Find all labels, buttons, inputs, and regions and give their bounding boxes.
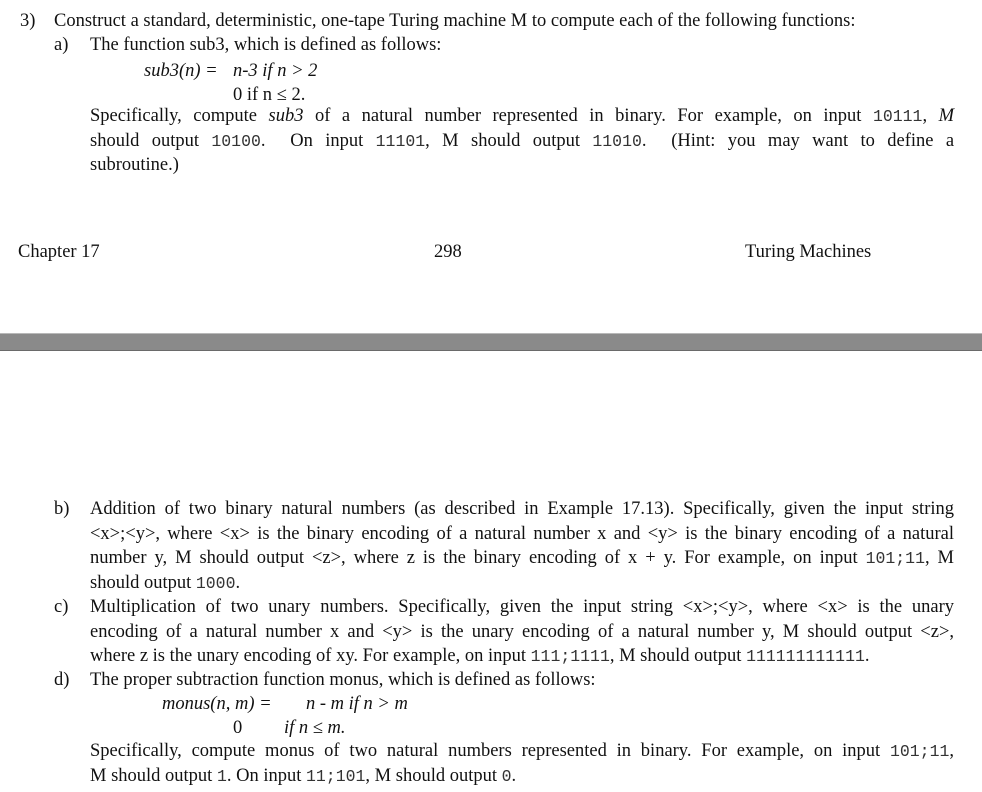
part-b-line-4: [90, 571, 954, 596]
part-b-example-output: 1000: [195, 573, 236, 593]
part-d-line-2: [90, 764, 954, 789]
part-d-heading: The proper subtraction function monus, which is defined as follows:: [90, 670, 596, 690]
part-c-text: .: [864, 646, 870, 666]
part-a-body: [90, 104, 954, 178]
part-d-text: .: [511, 765, 517, 786]
part-a-definition-lhs: sub3(n) =: [144, 61, 218, 81]
part-a-case-1: n-3 if n > 2: [233, 61, 318, 81]
part-d-example-1-output: 1: [216, 766, 227, 786]
part-d-case-2-value: 0: [233, 718, 243, 738]
part-d-text: ,: [949, 741, 955, 761]
part-d-text: M should output: [90, 765, 213, 786]
problem-intro: Construct a standard, deterministic, one-tape Turing machine M to compute each of the following functions:: [54, 11, 856, 31]
part-b-body: [90, 497, 954, 595]
part-a-body-line-2: should output 10100. On input 11101, M should output 11010. (Hint: you may want to define a: [90, 130, 955, 151]
part-b-label: b): [54, 499, 70, 519]
part-d-text: , M should output: [365, 765, 497, 786]
part-b-text: should output: [90, 572, 192, 593]
part-c-example-output: 111111111111: [746, 647, 865, 666]
part-a-heading: The function sub3, which is defined as follows:: [90, 35, 442, 55]
part-a-body-line-1: Specifically, compute sub3 of a natural number represented in binary. For example, on input 10111, M: [90, 106, 955, 126]
part-d-example-2-output: 0: [501, 766, 512, 786]
part-b-line-3: [90, 546, 954, 571]
footer-chapter: Chapter 17: [18, 242, 100, 262]
part-c-example-input: 111;1111: [530, 647, 610, 666]
part-d-label: d): [54, 670, 70, 690]
part-c-text: where z is the unary encoding of xy. For example, on input: [90, 646, 527, 666]
part-b-text: number y, M should output <z>, where z is the binary encoding of x + y. For example, on input: [90, 548, 858, 568]
part-b-text: .: [235, 572, 241, 593]
part-a-text: of a natural number represented in binary. For example, on input: [314, 106, 862, 126]
part-a-label: a): [54, 35, 69, 55]
page-break-bar: [0, 333, 982, 351]
footer-section: Turing Machines: [745, 242, 872, 262]
part-b-text: , M: [924, 548, 955, 568]
part-b-line-1: Addition of two binary natural numbers (as described in Example 17.13). Specifically, given the input string: [90, 499, 954, 519]
part-d-case-2-condition: if n ≤ m.: [284, 718, 346, 738]
part-d-definition-lhs: monus(n, m) =: [162, 694, 272, 714]
part-c-line-2: encoding of a natural number x and <y> is the unary encoding of a natural number y, M should output <z>,: [90, 621, 954, 642]
part-d-text: Specifically, compute monus of two natural numbers represented in binary. For example, on input: [90, 741, 881, 761]
part-c-text: , M should output: [609, 646, 742, 666]
part-a-text: M should output: [442, 130, 580, 151]
part-a-text: Specifically, compute: [90, 106, 257, 126]
part-d-example-1-input: 101;11: [889, 742, 950, 761]
part-a-case-2: 0 if n ≤ 2.: [233, 85, 306, 105]
part-a-example-2-input: 11101: [375, 131, 426, 151]
part-a-example-1-input: 10111: [872, 107, 923, 126]
part-a-body-line-3: subroutine.): [90, 155, 179, 175]
part-d-body: [90, 739, 954, 788]
part-a-example-1-output: 10100: [211, 131, 261, 151]
part-a-text: should output: [90, 130, 199, 151]
part-a-func-name: sub3: [268, 106, 304, 126]
part-d-text: . On input: [226, 765, 302, 786]
part-c-label: c): [54, 597, 69, 617]
part-d-line-1: [90, 739, 954, 764]
part-d-case-1: n - m if n > m: [306, 694, 408, 714]
footer-page-number: 298: [434, 242, 462, 262]
problem-number: 3): [20, 11, 36, 31]
part-a-hint: (Hint: you may want to define a: [671, 130, 955, 151]
part-a-text: On input: [290, 130, 364, 151]
part-c-line-3: [90, 644, 954, 669]
part-b-example-input: 101;11: [865, 549, 925, 568]
part-c-line-1: Multiplication of two unary numbers. Specifically, given the input string <x>;<y>, where <x> is the unary: [90, 597, 954, 617]
part-d-example-2-input: 11;101: [306, 766, 366, 786]
part-a-example-2-output: 11010: [592, 131, 642, 151]
part-c-body: [90, 595, 954, 669]
part-b-line-2: <x>;<y>, where <x> is the binary encoding of a natural number x and <y> is the binary encoding of a natural: [90, 523, 954, 544]
